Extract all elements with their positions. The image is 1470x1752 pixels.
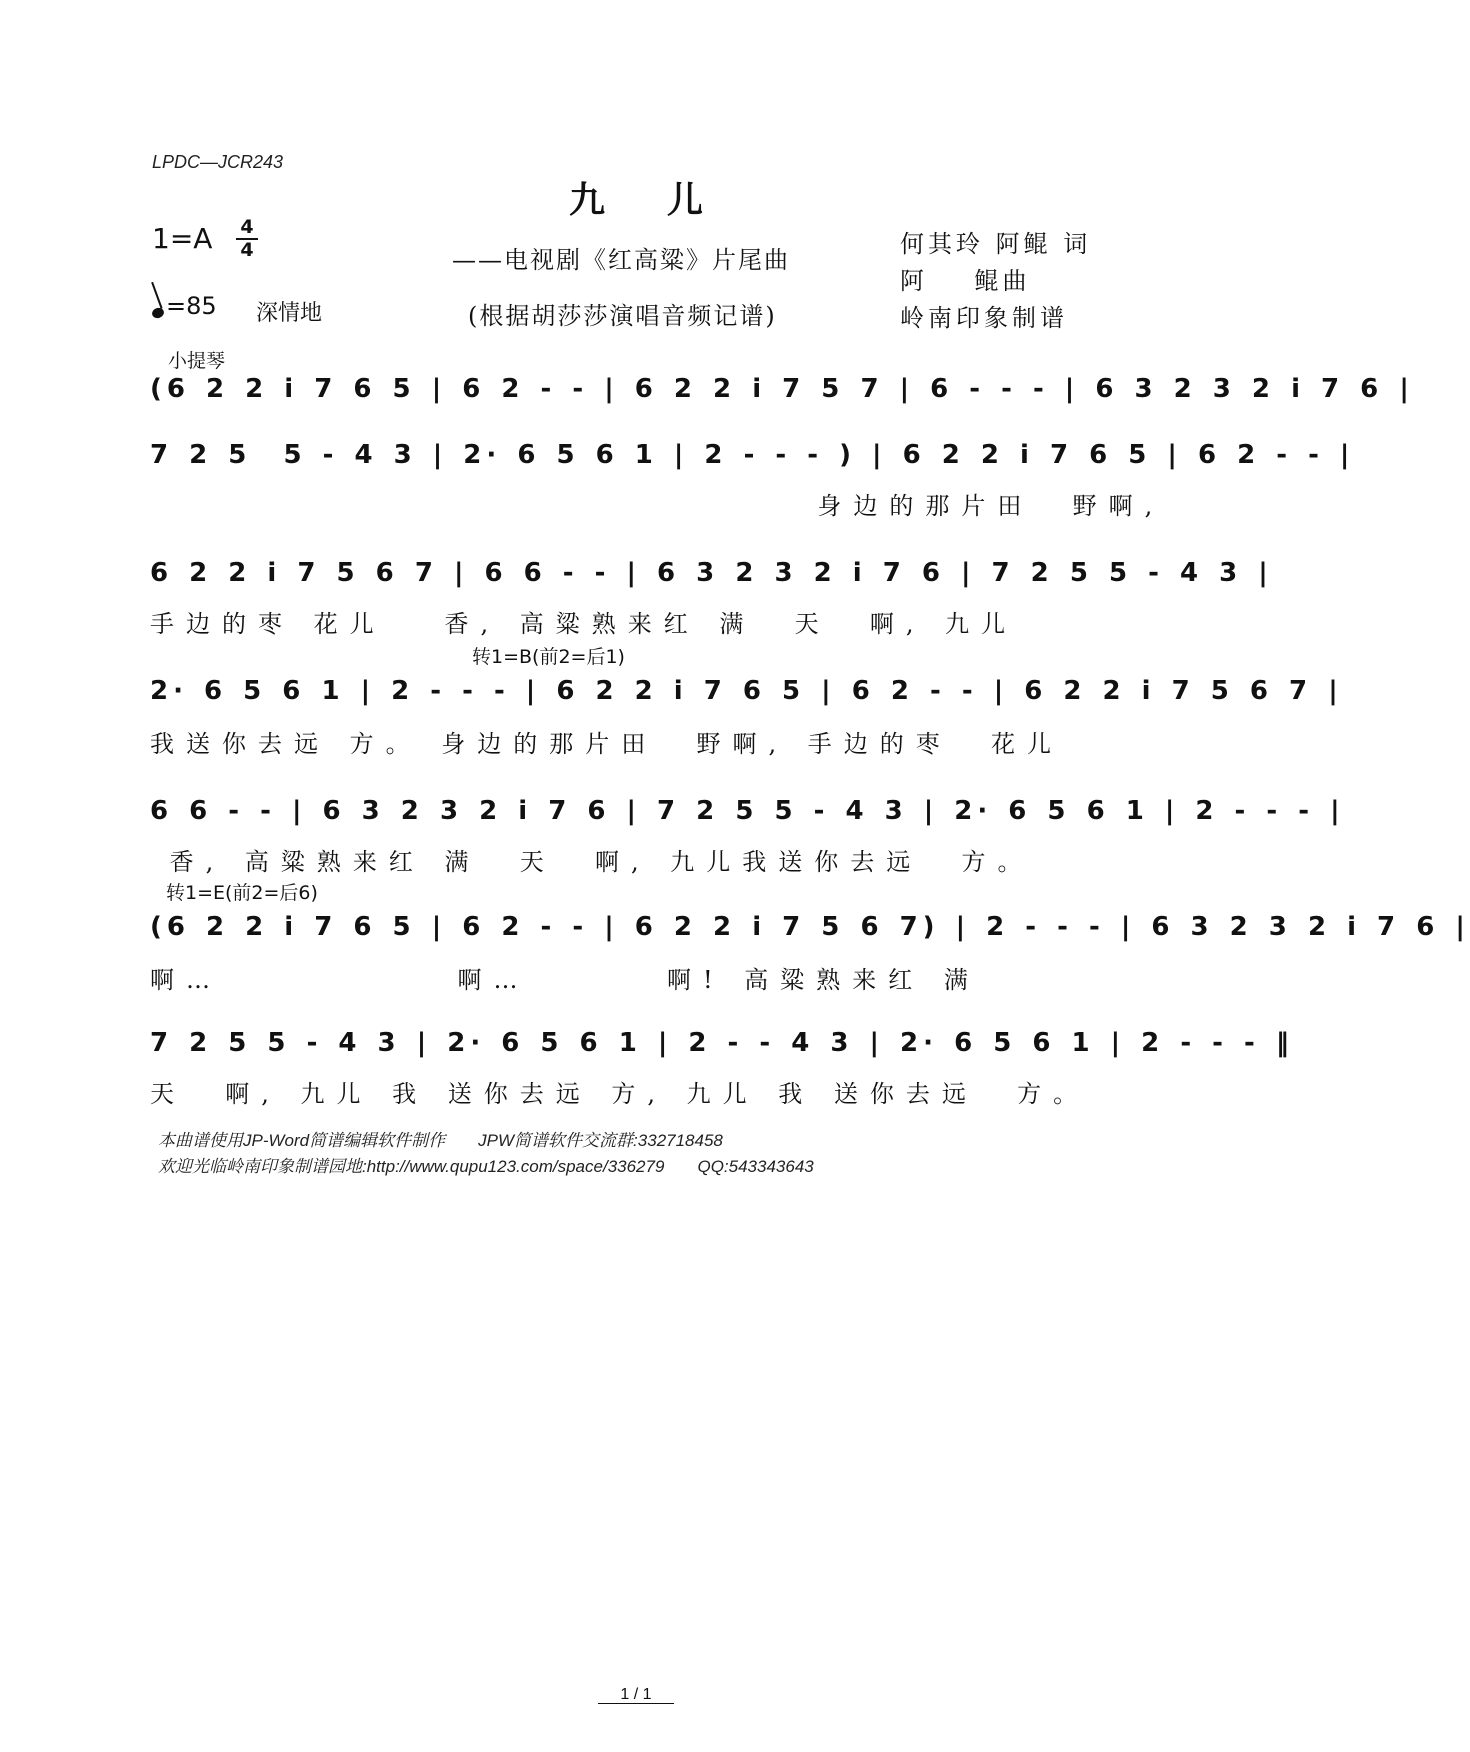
- page-number-text: 1 / 1: [598, 1686, 673, 1704]
- modulation-mark: 转1=B(前2=后1): [472, 646, 625, 668]
- quarter-note-icon: [151, 306, 166, 320]
- footer-line: 欢迎光临岭南印象制谱园地:http://www.qupu123.com/space/336279 QQ:543343643: [158, 1157, 814, 1176]
- notation-row: (6 2 2 i 7 6 5 | 6 2 - - | 6 2 2 i 7 5 7 | 6 - - - | 6 3 2 3 2 i 7 6 |: [150, 374, 1414, 404]
- page-number: [0, 1686, 1272, 1704]
- subtitle: ——电视剧《红高粱》片尾曲: [452, 246, 790, 274]
- lyric-row: 啊… 啊… 啊! 高粱熟来红 满: [150, 966, 980, 994]
- notation-row: 6 6 - - | 6 3 2 3 2 i 7 6 | 7 2 5 5 - 4 3 | 2· 6 5 6 1 | 2 - - - |: [150, 796, 1345, 826]
- time-signature: [236, 218, 258, 260]
- instrument-label: 小提琴: [168, 350, 226, 372]
- credit-transcriber: 岭南印象制谱: [900, 304, 1068, 332]
- tempo-value: =85: [166, 292, 217, 320]
- notation-row: 2· 6 5 6 1 | 2 - - - | 6 2 2 i 7 6 5 | 6 2 - - | 6 2 2 i 7 5 6 7 |: [150, 676, 1343, 706]
- notation-row: 7 2 5 5 - 4 3 | 2· 6 5 6 1 | 2 - - - ) | 6 2 2 i 7 6 5 | 6 2 - - |: [150, 440, 1355, 470]
- modulation-mark: 转1=E(前2=后6): [166, 882, 318, 904]
- credit-composer: 阿 鲲曲: [900, 267, 1031, 295]
- notation-row: 6 2 2 i 7 5 6 7 | 6 6 - - | 6 3 2 3 2 i 7 6 | 7 2 5 5 - 4 3 |: [150, 558, 1273, 588]
- expression-mark: 深情地: [256, 301, 323, 326]
- credit-lyricist: 何其玲 阿鲲 词: [900, 230, 1092, 258]
- tempo: [152, 292, 217, 320]
- lyric-row: 天 啊, 九儿 我 送你去远 方, 九儿 我 送你去远 方。: [150, 1080, 1090, 1108]
- lyric-row: 身边的那片田 野啊,: [150, 492, 1165, 520]
- key-signature: 1=A: [152, 222, 213, 255]
- footer-line: 本曲谱使用JP-Word简谱编辑软件制作 JPW简谱软件交流群:332718458: [158, 1131, 723, 1150]
- time-signature-top: 4: [240, 216, 254, 238]
- credits: [900, 226, 1091, 337]
- lyric-row: 我送你去远 方。 身边的那片田 野啊, 手边的枣 花儿: [150, 730, 1064, 758]
- transcription-source: (根据胡莎莎演唱音频记谱): [468, 302, 777, 330]
- notation-row: (6 2 2 i 7 6 5 | 6 2 - - | 6 2 2 i 7 5 6 7) | 2 - - - | 6 3 2 3 2 i 7 6 |: [150, 912, 1470, 942]
- lyric-row: 手边的枣 花儿 香, 高粱熟来红 满 天 啊, 九儿: [150, 610, 1018, 638]
- score-code: LPDC—JCR243: [152, 152, 284, 172]
- notation-row: 7 2 5 5 - 4 3 | 2· 6 5 6 1 | 2 - - 4 3 | 2· 6 5 6 1 | 2 - - - ‖: [150, 1028, 1294, 1058]
- lyric-row: 香, 高粱熟来红 满 天 啊, 九儿我送你去远 方。: [150, 848, 1034, 876]
- time-signature-bottom: 4: [240, 239, 254, 261]
- song-title: 九儿: [568, 179, 765, 221]
